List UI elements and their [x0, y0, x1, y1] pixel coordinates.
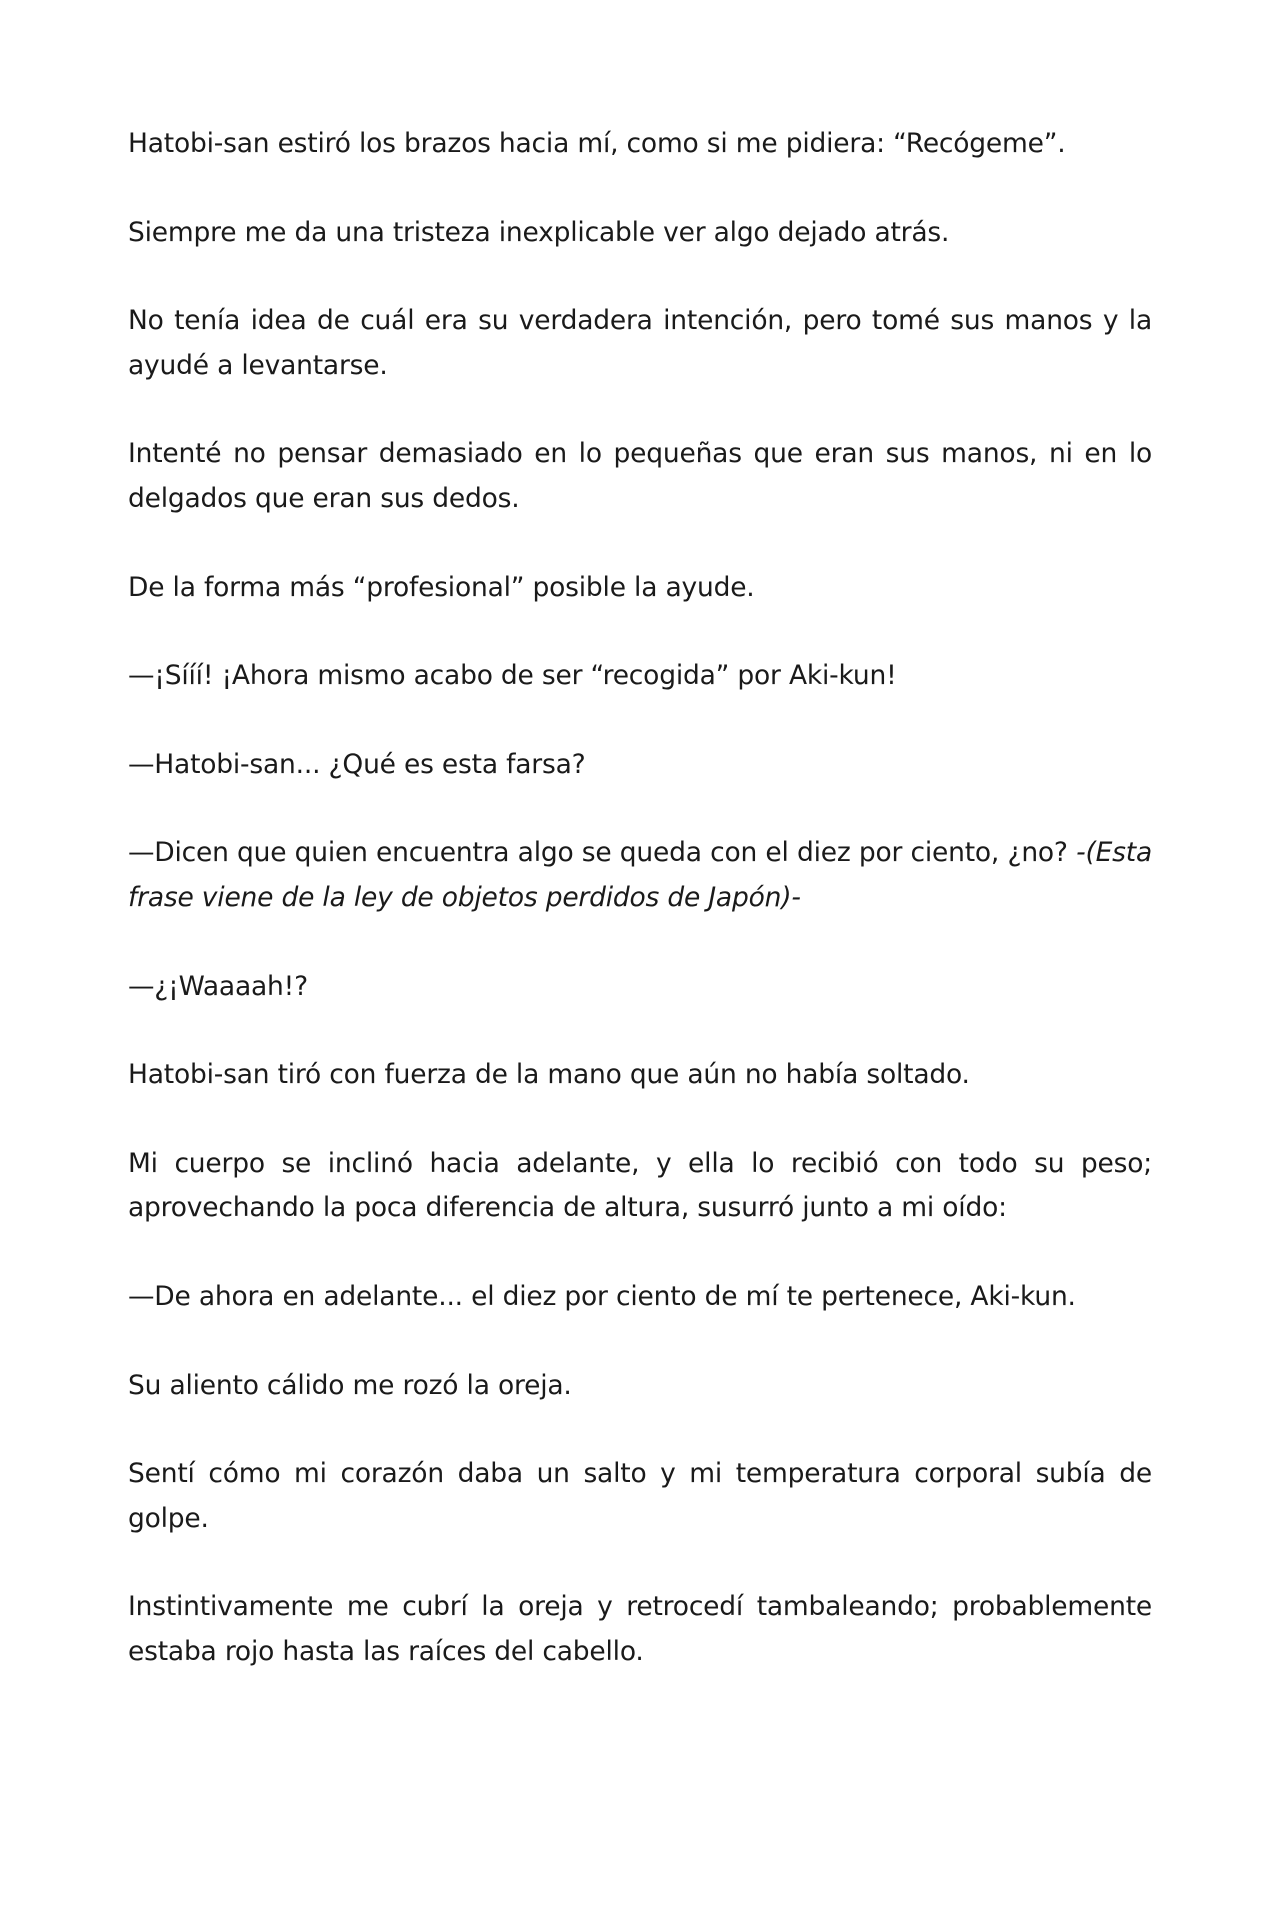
dialogue-paragraph: —De ahora en adelante... el diez por ciento de mí te pertenece, Aki-kun.: [128, 1280, 1076, 1312]
document-page: [128, 122, 1152, 1718]
paragraph: Instintivamente me cubrí la oreja y retrocedí tambaleando; probablemente estaba rojo hasta las raíces del cabello.: [128, 1591, 1152, 1667]
dialogue-paragraph: —Hatobi-san... ¿Qué es esta farsa?: [128, 748, 586, 780]
translator-note: -(Esta frase viene de la ley de objetos perdidos de Japón)-: [128, 837, 1152, 913]
paragraph: Hatobi-san tiró con fuerza de la mano que aún no había soltado.: [128, 1059, 970, 1091]
paragraph: No tenía idea de cuál era su verdadera intención, pero tomé sus manos y la ayudé a levantarse.: [128, 305, 1152, 381]
dialogue-paragraph-with-note: [128, 831, 1152, 920]
paragraph: De la forma más “profesional” posible la ayude.: [128, 571, 755, 603]
paragraph: Siempre me da una tristeza inexplicable ver algo dejado atrás.: [128, 216, 950, 248]
dialogue-text: —Dicen que quien encuentra algo se queda con el diez por ciento, ¿no?: [128, 837, 1077, 869]
paragraph: Sentí cómo mi corazón daba un salto y mi temperatura corporal subía de golpe.: [128, 1458, 1152, 1534]
paragraph: Su aliento cálido me rozó la oreja.: [128, 1369, 572, 1401]
paragraph: Intenté no pensar demasiado en lo pequeñas que eran sus manos, ni en lo delgados que eran sus dedos.: [128, 438, 1152, 514]
dialogue-paragraph: —¿¡Waaaah!?: [128, 970, 308, 1002]
paragraph: Hatobi-san estiró los brazos hacia mí, como si me pidiera: “Recógeme”.: [128, 128, 1066, 159]
paragraph: Mi cuerpo se inclinó hacia adelante, y ella lo recibió con todo su peso; aprovechando la poca diferencia de altura, susurró junto a mi oído:: [128, 1147, 1152, 1224]
dialogue-paragraph: —¡Sííí! ¡Ahora mismo acabo de ser “recogida” por Aki-kun!: [128, 660, 897, 692]
